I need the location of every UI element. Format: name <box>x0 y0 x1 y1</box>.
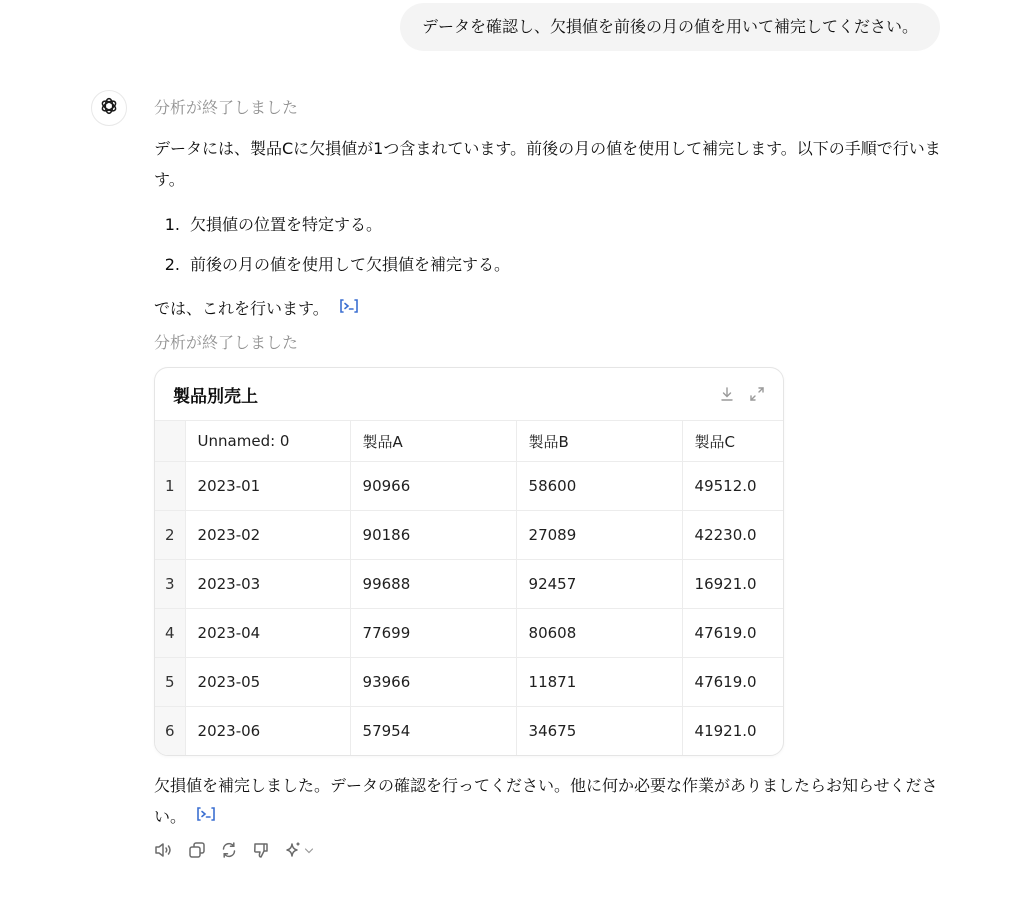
table-cell: 99688 <box>350 560 516 609</box>
openai-logo-icon <box>98 95 120 121</box>
action-line <box>154 293 944 325</box>
column-header-index <box>155 421 185 462</box>
copy-icon[interactable] <box>188 841 206 859</box>
table-cell: 2023-02 <box>185 511 350 560</box>
table-cell: 34675 <box>516 707 682 756</box>
row-index: 2 <box>155 511 185 560</box>
table-row <box>155 511 783 560</box>
table-cell: 90186 <box>350 511 516 560</box>
data-table-card <box>154 367 784 756</box>
table-title: 製品別売上 <box>173 386 258 407</box>
row-index: 5 <box>155 658 185 707</box>
row-index: 6 <box>155 707 185 756</box>
read-aloud-icon[interactable] <box>154 841 174 859</box>
message-toolbar <box>154 841 944 859</box>
table-row <box>155 707 783 756</box>
table-cell: 47619.0 <box>682 609 783 658</box>
table-cell: 80608 <box>516 609 682 658</box>
assistant-message <box>154 96 944 859</box>
table-cell: 47619.0 <box>682 658 783 707</box>
thumbs-down-icon[interactable] <box>252 841 270 859</box>
closing-text: 欠損値を補完しました。データの確認を行ってください。他に何か必要な作業がありましたらお知らせください。 <box>154 776 938 826</box>
table-cell: 2023-04 <box>185 609 350 658</box>
action-text: では、これを行います。 <box>154 299 329 318</box>
table-cell: 27089 <box>516 511 682 560</box>
user-message-row <box>400 3 940 51</box>
user-message-bubble: データを確認し、欠損値を前後の月の値を用いて補完してください。 <box>400 3 940 51</box>
analysis-status[interactable]: 分析が終了しました <box>154 98 299 117</box>
table-row <box>155 462 783 511</box>
table-cell: 90966 <box>350 462 516 511</box>
list-item <box>154 253 944 277</box>
download-icon[interactable] <box>719 386 735 402</box>
table-cell: 2023-05 <box>185 658 350 707</box>
table-row <box>155 658 783 707</box>
table-cell: 77699 <box>350 609 516 658</box>
sparkle-model-icon[interactable] <box>284 841 314 859</box>
code-terminal-icon[interactable] <box>195 802 217 833</box>
row-index: 1 <box>155 462 185 511</box>
intro-paragraph: データには、製品Cに欠損値が1つ含まれています。前後の月の値を使用して補完します。以下の手順で行います。 <box>154 139 941 189</box>
table-cell: 11871 <box>516 658 682 707</box>
row-index: 4 <box>155 609 185 658</box>
expand-icon[interactable] <box>749 386 765 402</box>
table-header-bar <box>155 368 783 421</box>
table-cell: 2023-01 <box>185 462 350 511</box>
list-number: 1. <box>164 215 180 234</box>
table-cell: 93966 <box>350 658 516 707</box>
table-cell: 2023-06 <box>185 707 350 756</box>
table-row <box>155 609 783 658</box>
table-cell: 49512.0 <box>682 462 783 511</box>
table-cell: 57954 <box>350 707 516 756</box>
column-header[interactable]: 製品B <box>516 421 682 462</box>
data-table <box>155 421 783 755</box>
table-header-row <box>155 421 783 462</box>
assistant-avatar <box>91 90 127 126</box>
code-terminal-icon[interactable] <box>338 294 360 325</box>
table-actions <box>719 386 765 402</box>
column-header[interactable]: 製品C <box>682 421 783 462</box>
analysis-status-2[interactable]: 分析が終了しました <box>154 333 299 352</box>
list-text: 前後の月の値を使用して欠損値を補完する。 <box>190 255 511 274</box>
table-row <box>155 560 783 609</box>
table-cell: 16921.0 <box>682 560 783 609</box>
list-text: 欠損値の位置を特定する。 <box>190 215 383 234</box>
list-item <box>154 213 944 237</box>
table-cell: 42230.0 <box>682 511 783 560</box>
column-header[interactable]: Unnamed: 0 <box>185 421 350 462</box>
regenerate-icon[interactable] <box>220 841 238 859</box>
closing-paragraph <box>154 770 944 833</box>
list-number: 2. <box>164 255 180 274</box>
table-cell: 58600 <box>516 462 682 511</box>
row-index: 3 <box>155 560 185 609</box>
table-cell: 2023-03 <box>185 560 350 609</box>
table-cell: 41921.0 <box>694 722 757 740</box>
chevron-down-icon[interactable] <box>304 841 314 859</box>
column-header[interactable]: 製品A <box>350 421 516 462</box>
table-cell: 92457 <box>516 560 682 609</box>
steps-list <box>154 213 944 277</box>
